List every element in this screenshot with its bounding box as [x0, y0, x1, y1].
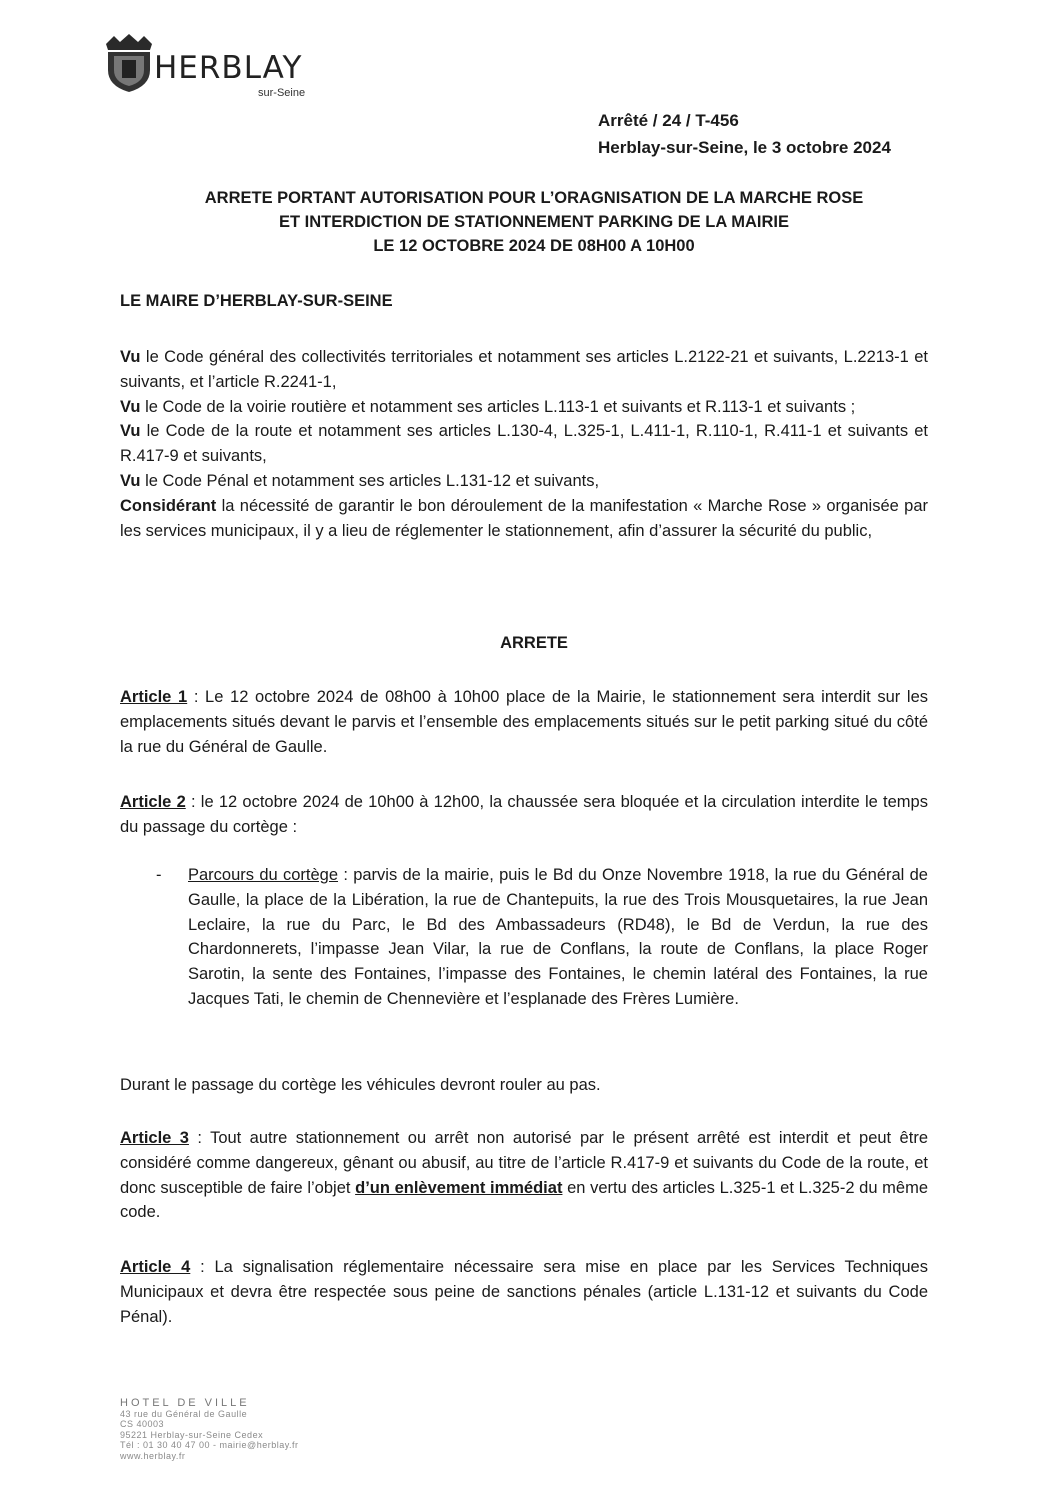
city-crest-icon [100, 30, 158, 94]
article-4 [120, 1255, 928, 1329]
logo-name: HERBLAY [154, 50, 303, 86]
visa-text: le Code de la voirie routière et notamment ses articles L.113-1 et suivants et R.113-1 et suivants ; [140, 397, 856, 416]
article-label: Article 4 [120, 1258, 191, 1276]
decree-title [120, 186, 948, 258]
visa-text: le Code Pénal et notamment ses articles L.131-12 et suivants, [140, 471, 600, 490]
visas-section [120, 345, 928, 543]
title-line-2: ET INTERDICTION DE STATIONNEMENT PARKING DE LA MAIRIE [279, 213, 789, 231]
visa-lead: Vu [120, 397, 141, 416]
article-label: Article 3 [120, 1129, 189, 1147]
title-line-3: LE 12 OCTOBRE 2024 DE 08H00 A 10H00 [373, 237, 695, 255]
parcours-item [156, 863, 928, 1012]
maire-heading: LE MAIRE D’HERBLAY-SUR-SEINE [120, 292, 393, 310]
article-text: : Le 12 octobre 2024 de 08h00 à 10h00 place de la Mairie, le stationnement sera interdit sur les emplacements situés devant le parvis et l’ensemble des emplacements situés sur le petit parking situé du côté la rue du Général de Gaulle. [120, 688, 929, 756]
article-label: Article 1 [120, 688, 188, 706]
footer-line: www.herblay.fr [120, 1450, 186, 1461]
visa-lead: Vu [120, 348, 141, 366]
footer-line: 43 rue du Général de Gaulle [120, 1408, 248, 1419]
title-line-1: ARRETE PORTANT AUTORISATION POUR L’ORAGNISATION DE LA MARCHE ROSE [204, 189, 864, 207]
footer-line: CS 40003 [120, 1419, 165, 1429]
visa-lead: Vu [120, 471, 141, 490]
footer-line: HOTEL DE VILLE [120, 1397, 250, 1409]
visa-text: la nécessité de garantir le bon déroulement de la manifestation « Marche Rose » organisée par les services municipaux, il y a lieu de réglementer le stationnement, afin d’assurer la sécurité du public, [120, 496, 928, 540]
arrete-heading: ARRETE [500, 634, 568, 652]
place-date: Herblay-sur-Seine, le 3 octobre 2024 [598, 138, 891, 157]
logo-subtitle: sur-Seine [258, 87, 306, 99]
visa-item [120, 395, 928, 420]
list-dash: - [156, 866, 162, 884]
article-1 [120, 685, 928, 759]
article-2 [120, 790, 928, 840]
footer-line: 95221 Herblay-sur-Seine Cedex [120, 1429, 264, 1440]
visa-lead: Vu [120, 422, 141, 441]
footer-address [120, 1398, 299, 1461]
article-text: : La signalisation réglementaire nécessaire sera mise en place par les Services Techniques Municipaux et devra être respectée sous peine de sanctions pénales (article L.131-12 et suivants du Code Pénal). [120, 1258, 928, 1326]
durant-paragraph: Durant le passage du cortège les véhicules devront rouler au pas. [120, 1076, 601, 1094]
article-text: : le 12 octobre 2024 de 10h00 à 12h00, la chaussée sera bloquée et la circulation interdite le temps du passage du cortège : [120, 793, 928, 836]
visa-item [120, 469, 928, 494]
visa-lead: Considérant [120, 496, 217, 515]
visa-item [120, 419, 928, 469]
article-3 [120, 1126, 928, 1225]
article-emphasis: d’un enlèvement immédiat [355, 1178, 563, 1197]
visa-text: le Code de la route et notamment ses articles L.130-4, L.325-1, L.411-1, R.110-1, R.411-1 et suivants et R.417-9 et suivants, [120, 422, 928, 466]
footer-line: Tél : 01 30 40 47 00 - mairie@herblay.fr [120, 1440, 299, 1450]
visa-text: le Code général des collectivités territoriales et notamment ses articles L.2122-21 et suivants, L.2213-1 et suivants, et l’article R.2241-1, [120, 348, 928, 391]
decree-reference [598, 107, 891, 161]
visa-item [120, 494, 928, 544]
visa-item [120, 345, 928, 395]
herblay-logo [100, 30, 330, 100]
article-label: Article 2 [120, 793, 186, 811]
parcours-text: : parvis de la mairie, puis le Bd du Onze Novembre 1918, la rue du Général de Gaulle, la place de la Libération, la rue de Chantepuits, la rue des Trois Mousquetaires, la rue Jean Leclaire, la rue du Parc, le Bd des Ambassadeurs (RD48), le Bd de Verdun, la rue des Chardonnerets, l’impasse Jean Vilar, la rue de Conflans, la route de Conflans, la place Roger Sarotin, la sente des Fontaines, l’impasse des Fontaines, le chemin latéral des Fontaines, la rue Jacques Tati, le chemin de Chennevière et l’esplanade des Frères Lumière. [188, 866, 928, 1008]
article-text-end: en vertu des articles L.325-1 et L.325-2 du même code. [120, 1178, 929, 1222]
parcours-label: Parcours du cortège [188, 866, 339, 884]
article-text: : Tout autre stationnement ou arrêt non autorisé par le présent arrêté est interdit et peut être considéré comme dangereux, gênant ou abusif, au titre de l’article R.417-9 et suivants du Code de la route, et donc susceptible de faire l’objet [120, 1129, 928, 1197]
decree-number: Arrêté / 24 / T-456 [598, 111, 739, 130]
